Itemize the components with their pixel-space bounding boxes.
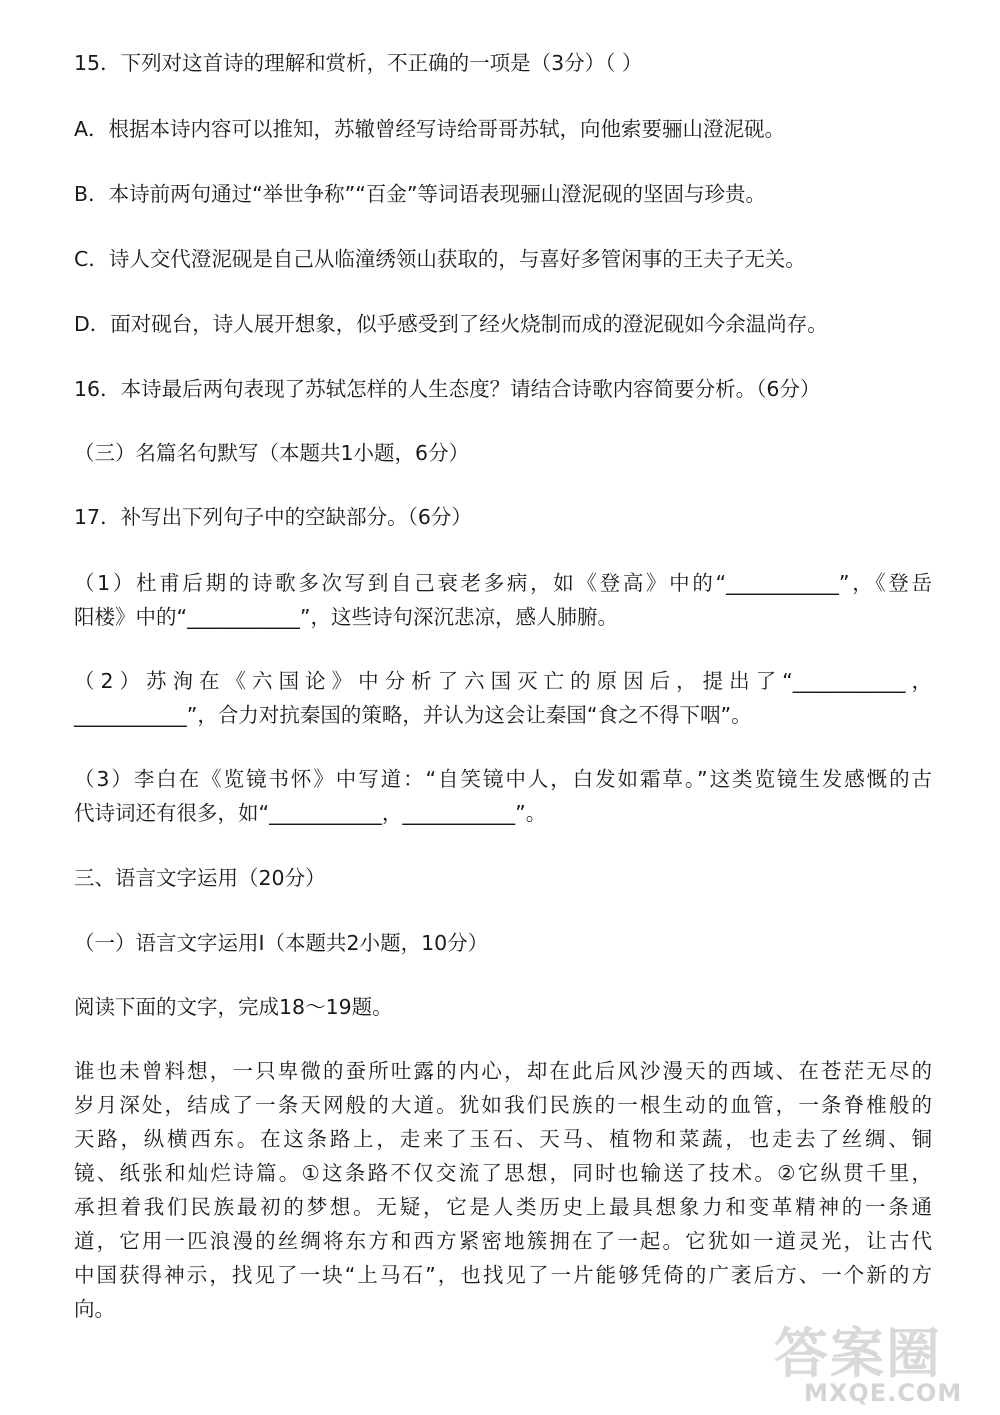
- reading-prompt: 阅读下面的文字，完成18～19题。: [74, 995, 393, 1019]
- question-17-item-3: [74, 762, 932, 830]
- question-15-option-d: D．面对砚台，诗人展开想象，似乎感受到了经火烧制而成的澄泥砚如今余温尚存。: [74, 312, 828, 336]
- passage-line: 向。: [74, 1297, 115, 1321]
- question-17-item-2-line-2: ___________”，合力对抗秦国的策略，并认为这会让秦国“食之不得下咽”。: [74, 703, 752, 727]
- section-3-title: （三）名篇名句默写（本题共1小题，6分）: [74, 441, 470, 465]
- reading-passage: [74, 1054, 932, 1326]
- passage-line: 镜、纸张和灿烂诗篇。①这条路不仅交流了思想，同时也输送了技术。②它纵贯千里，: [74, 1161, 932, 1185]
- question-16-stem: 16．本诗最后两句表现了苏轼怎样的人生态度？请结合诗歌内容简要分析。（6分）: [74, 377, 821, 401]
- question-17-item-3-line-2: 代诗词还有很多，如“___________，___________”。: [74, 801, 547, 825]
- passage-line: 承担着我们民族最初的梦想。无疑，它是人类历史上最具想象力和变革精神的一条通: [74, 1195, 932, 1219]
- question-15-option-a: A．根据本诗内容可以推知，苏辙曾经写诗给哥哥苏轼，向他索要骊山澄泥砚。: [74, 117, 786, 141]
- passage-line: 岁月深处，结成了一条天网般的大道。犹如我们民族的一根生动的血管，一条脊椎般的: [74, 1093, 932, 1117]
- question-17-stem: 17．补写出下列句子中的空缺部分。（6分）: [74, 505, 472, 529]
- question-15-option-c: C．诗人交代澄泥砚是自己从临潼绣领山获取的，与喜好多管闲事的王夫子无关。: [74, 247, 806, 271]
- question-17-item-1-line-1: （1）杜甫后期的诗歌多次写到自己衰老多病，如《登高》中的“___________”，《登岳: [74, 571, 932, 595]
- question-17-item-3-line-1: （3）李白在《览镜书怀》中写道：“自笑镜中人，白发如霜草。”这类览镜生发感慨的古: [74, 767, 932, 791]
- watermark-logo: [770, 1305, 980, 1415]
- part-3-title: 三、语言文字运用（20分）: [74, 866, 326, 890]
- part-3-subsection-1-title: （一）语言文字运用Ⅰ（本题共2小题，10分）: [74, 931, 489, 955]
- passage-line: 中国获得神示，找见了一块“上马石”，也找见了一片能够凭倚的广袤后方、一个新的方: [74, 1263, 932, 1287]
- question-15-stem: 15．下列对这首诗的理解和赏析，不正确的一项是（3分）（ ）: [74, 51, 643, 75]
- watermark-url: MXQE.COM: [804, 1379, 963, 1407]
- question-17-item-2-line-1: （2）苏洵在《六国论》中分析了六国灭亡的原因后，提出了“___________，: [74, 669, 932, 693]
- question-17-item-1-line-2: 阳楼》中的“___________”，这些诗句深沉悲凉，感人肺腑。: [74, 605, 618, 629]
- question-15-option-b: B．本诗前两句通过“举世争称”“百金”等词语表现骊山澄泥砚的坚固与珍贵。: [74, 182, 767, 206]
- passage-line: 谁也未曾料想，一只卑微的蚕所吐露的内心，却在此后风沙漫天的西域、在苍茫无尽的: [74, 1059, 932, 1083]
- question-17-item-1: [74, 566, 932, 634]
- watermark-text: 答案圈: [774, 1322, 942, 1385]
- passage-line: 天路，纵横西东。在这条路上，走来了玉石、天马、植物和菜蔬，也走去了丝绸、铜: [74, 1127, 932, 1151]
- question-17-item-2: [74, 664, 932, 732]
- passage-line: 道，它用一匹浪漫的丝绸将东方和西方紧密地簇拥在了一起。它犹如一道灵光，让古代: [74, 1229, 932, 1253]
